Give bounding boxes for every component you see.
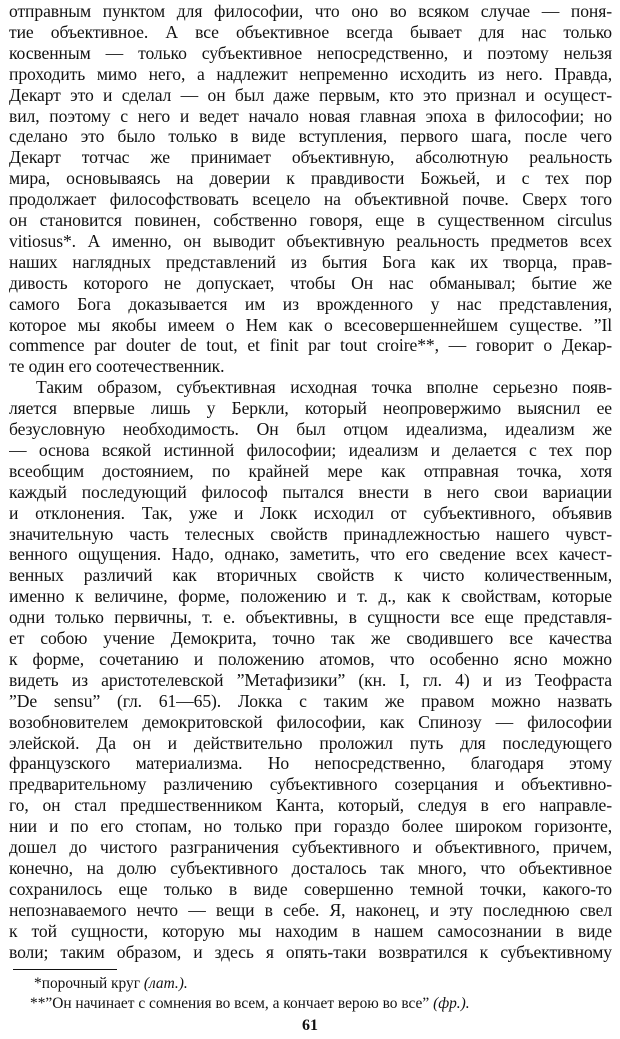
text-line: видеть из аристотелевской ”Метафизики” (кн. I, гл. 4) и из Теофраста [9,669,612,690]
text-line: венных различий как вторичных свойств к чисто количественным, [9,565,612,586]
footnote-marker: * [34,974,42,992]
text-line: нии и по его стопам, но только при гораздо более широком горизонте, [9,816,612,837]
text-line: конечно, на долю субъективного досталось так много, что объективное [9,857,612,878]
footnote-language: (фр.). [433,994,470,1012]
text-line: значительную часть телесных свойств принадлежностью нашего чувст- [9,523,612,544]
text-line: ет собою учение Демокрита, точно так же сводившего все качества [9,628,612,648]
text-line: проходить мимо него, а надлежит непременно исходить из него. Правда, [9,63,612,84]
footnote-language: (лат.). [143,974,188,992]
text-line: ляется впервые лишь у Беркли, который неопровержимо выяснил ее [9,398,612,419]
text-line: продолжает философствовать всецело на объективной почве. Сверх того [9,189,612,210]
text-line: венного ощущения. Надо, однако, заметить, что его сведение всех качест- [9,544,612,565]
text-line: дивость которого не допускает, чтобы Он нас обманывал; бытие же [9,272,612,293]
footnote-divider [13,969,117,970]
text-line: ”De sensu” (гл. 61—65). Локка с таким же правом можно назвать [9,690,612,711]
text-line: отправным пунктом для философии, что оно во всяком случае — поня- [9,1,612,21]
text-line: к той сущности, которую мы находим в нашем самосознании в виде [9,920,612,941]
text-line: самого Бога доказывается им из врожденного у нас представления, [9,293,612,314]
text-line: те один его соотечественник. [9,356,225,377]
footnote-1 [34,973,188,995]
text-line: к форме, сочетанию и положению атомов, что особенно ясно можно [9,648,612,669]
text-line: предварительному различению субъективного созерцания и объективно- [9,774,612,795]
text-line: го, он стал предшественником Канта, который, следуя в его направле- [9,795,612,816]
text-line: непознаваемого нечто — вещи в себе. Я, наконец, и эту последнюю свел [9,899,612,920]
page-number: 61 [302,1017,318,1034]
text-line: французского материализма. Но непосредственно, благодаря этому [9,753,612,774]
text-line: Таким образом, субъективная исходная точка вполне серьезно появ- [36,377,612,398]
text-line: всеобщим достоянием, по крайней мере как отправная точка, хотя [9,460,612,481]
text-line: воли; таким образом, и здесь я опять-таки возвратился к субъективному [9,941,612,962]
text-line: элейской. Да он и действительно проложил путь для последующего [9,732,612,753]
text-line: Декарт это и сделал — он был даже первым, кто это признал и осущест- [9,84,612,105]
text-line: — основа всякой истинной философии; идеализм и делается с тех пор [9,439,612,460]
text-line: безусловную необходимость. Он был отцом идеализма, идеализм же [9,419,612,439]
text-line: косвенным — только субъективное непосредственно, и поэтому нельзя [9,42,612,63]
text-line: сохранилось еще только в виде совершенно темной точки, какого-то [9,878,612,899]
text-line: Декарт тотчас же принимает объективную, абсолютную реальность [9,147,612,168]
text-line: мира, основываясь на доверии к правдивости Божьей, и с тех пор [9,168,612,189]
text-line: возобновителем демокритовской философии, как Спинозу — философии [9,711,612,732]
text-line: которое мы якобы имеем о Нем как о всесовершеннейшем существе. ”Il [9,314,612,335]
text-line: он становится повинен, собственно говоря, еще в существенном circulus [9,210,612,230]
text-line: наших наглядных представлений из бытия Бога как их творца, прав- [9,251,612,272]
footnote-text: ”Он начинает с сомнения во всем, а кончает верою во все” [45,994,430,1012]
text-line: вил, поэтому с него и ведет начало новая главная эпоха в философии; но [9,105,612,126]
footnote-marker: ** [30,994,46,1012]
text-line: vitiosus*. А именно, он выводит объективную реальность предметов всех [9,230,612,251]
text-line: именно к величине, форме, положению и т. д., как к свойствам, которые [9,586,612,607]
text-line: commence par douter de tout, et finit par tout croire**, — говорит о Декар- [9,335,612,356]
text-line: каждый последующий философ пытался внести в него свои вариации [9,481,612,502]
footnote-text: порочный круг [41,974,141,992]
text-line: тие объективное. А все объективное всегда бывает для нас только [9,21,612,42]
footnote-2 [30,993,470,1015]
text-line: одни только первичны, т. е. объективны, в сущности все еще представля- [9,607,612,628]
text-line: и отклонения. Так, уже и Локк исходил от субъективного, объявив [9,502,612,523]
text-line: дошел до чистого разграничения субъективного и объективного, причем, [9,837,612,857]
text-line: сделано это было только в виде вступления, первого шага, после чего [9,126,612,147]
